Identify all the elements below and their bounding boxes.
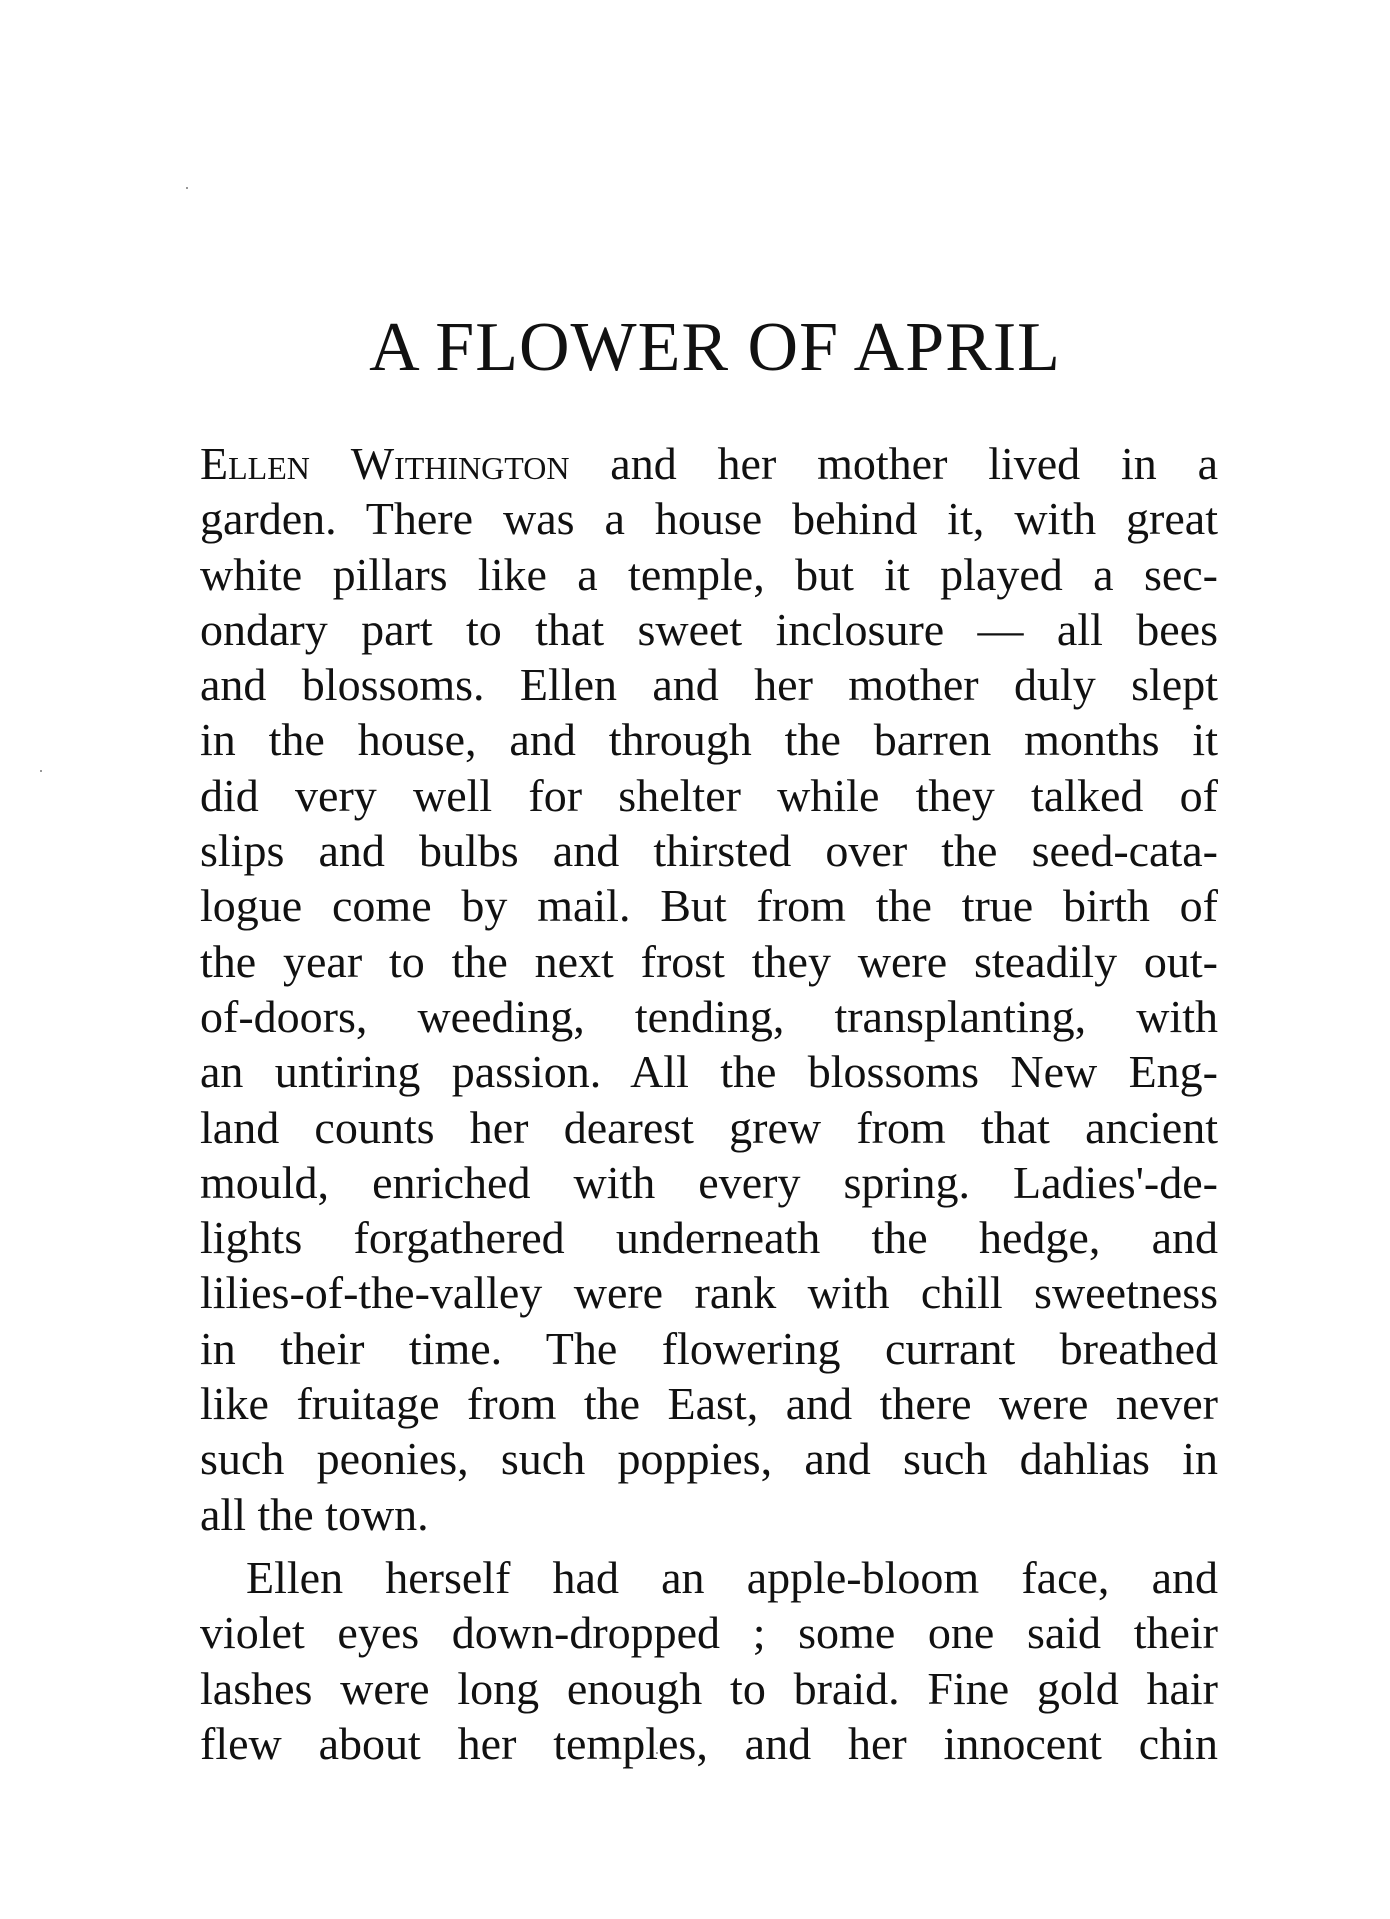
paragraph-2 [200,1550,1218,1771]
text-line: in their time. The flowering currant breathed [200,1322,1218,1374]
text-line: ondary part to that sweet inclosure — all bees [200,603,1218,655]
text-line: lashes were long enough to braid. Fine gold hair [200,1662,1218,1714]
text-line: logue come by mail. But from the true birth of [200,880,1218,932]
text-line: lights forgathered underneath the hedge, and [200,1212,1218,1264]
opening-last-name: Withington [350,438,570,489]
text-line: an untiring passion. All the blossoms New Eng- [200,1046,1218,1098]
paper-speck [40,770,42,772]
text-line: all the town. [200,1488,429,1540]
text-line: slips and bulbs and thirsted over the seed-cata- [200,825,1218,877]
text-line: and blossoms. Ellen and her mother duly slept [200,659,1218,711]
body-text [200,436,1218,1771]
text-line: violet eyes down-dropped ; some one said their [200,1607,1218,1659]
paragraph-1 [200,436,1218,1542]
text-line: like fruitage from the East, and there were never [200,1378,1218,1430]
text-line: white pillars like a temple, but it played a sec- [200,548,1218,600]
opening-first-name: Ellen [200,438,310,489]
text-line: did very well for shelter while they talked of [200,769,1218,821]
text-line: garden. There was a house behind it, with great [200,493,1218,545]
text-line: land counts her dearest grew from that ancient [200,1101,1218,1153]
text-line: flew about her temples, and her innocent chin [200,1717,1218,1769]
text-line: the year to the next frost they were steadily out- [200,935,1218,987]
text-line: of-doors, weeding, tending, transplanting, with [200,990,1218,1042]
paper-speck [186,187,188,189]
text-line [200,436,1218,491]
text-line: such peonies, such poppies, and such dahlias in [200,1433,1218,1485]
text-line: mould, enriched with every spring. Ladies'-de- [200,1156,1218,1208]
chapter-title: A FLOWER OF APRIL [369,309,1061,386]
text-line: Ellen herself had an apple-bloom face, and [246,1551,1218,1603]
text-line: lilies-of-the-valley were rank with chill sweetness [200,1267,1218,1319]
line-text: and her mother lived in a [569,438,1219,489]
text-line: in the house, and through the barren months it [200,714,1218,766]
